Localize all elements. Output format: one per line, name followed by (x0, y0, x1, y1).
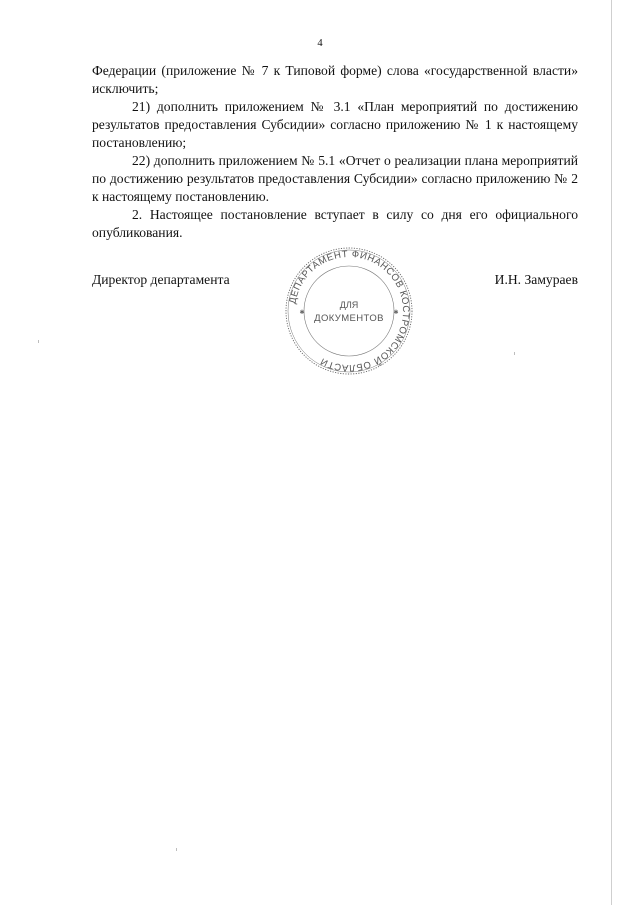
svg-text:✱: ✱ (299, 310, 305, 316)
scan-speck (176, 848, 177, 851)
paragraph-item-21: 21) дополнить приложением № 3.1 «План мероприятий по достижению результатов предоставления Субсидии» согласно приложению № 1 к настоящему постановлению; (92, 99, 578, 150)
paragraph-item-22: 22) дополнить приложением № 5.1 «Отчет о реализации плана мероприятий по достижению результатов предоставления Субсидии» согласно приложению № 2 к настоящему постановлению. (92, 153, 578, 204)
paragraph-item-2: 2. Настоящее постановление вступает в силу со дня его официального опубликования. (92, 207, 578, 240)
page-number: 4 (317, 38, 323, 49)
document-body (92, 62, 578, 242)
signature-title: Директор департамента (92, 272, 230, 287)
stamp-star-icon-right (393, 309, 398, 316)
stamp-center-line1: ДЛЯ (339, 300, 359, 310)
signature-name: И.Н. Замураев (494, 272, 578, 287)
official-stamp (284, 246, 414, 376)
stamp-outer-text: ДЕПАРТАМЕНТ ФИНАНСОВ КОСТРОМСКОЙ ОБЛАСТИ (287, 248, 412, 374)
svg-text:✱: ✱ (393, 310, 399, 316)
stamp-star-icon-left (299, 309, 304, 316)
scan-speck (514, 352, 515, 355)
paragraph-1: Федерации (приложение № 7 к Типовой форме) слова «государственной власти» исключить; (92, 63, 578, 96)
scan-edge-line (611, 0, 612, 905)
scan-speck (38, 340, 39, 343)
stamp-center-line2: ДОКУМЕНТОВ (314, 313, 384, 324)
